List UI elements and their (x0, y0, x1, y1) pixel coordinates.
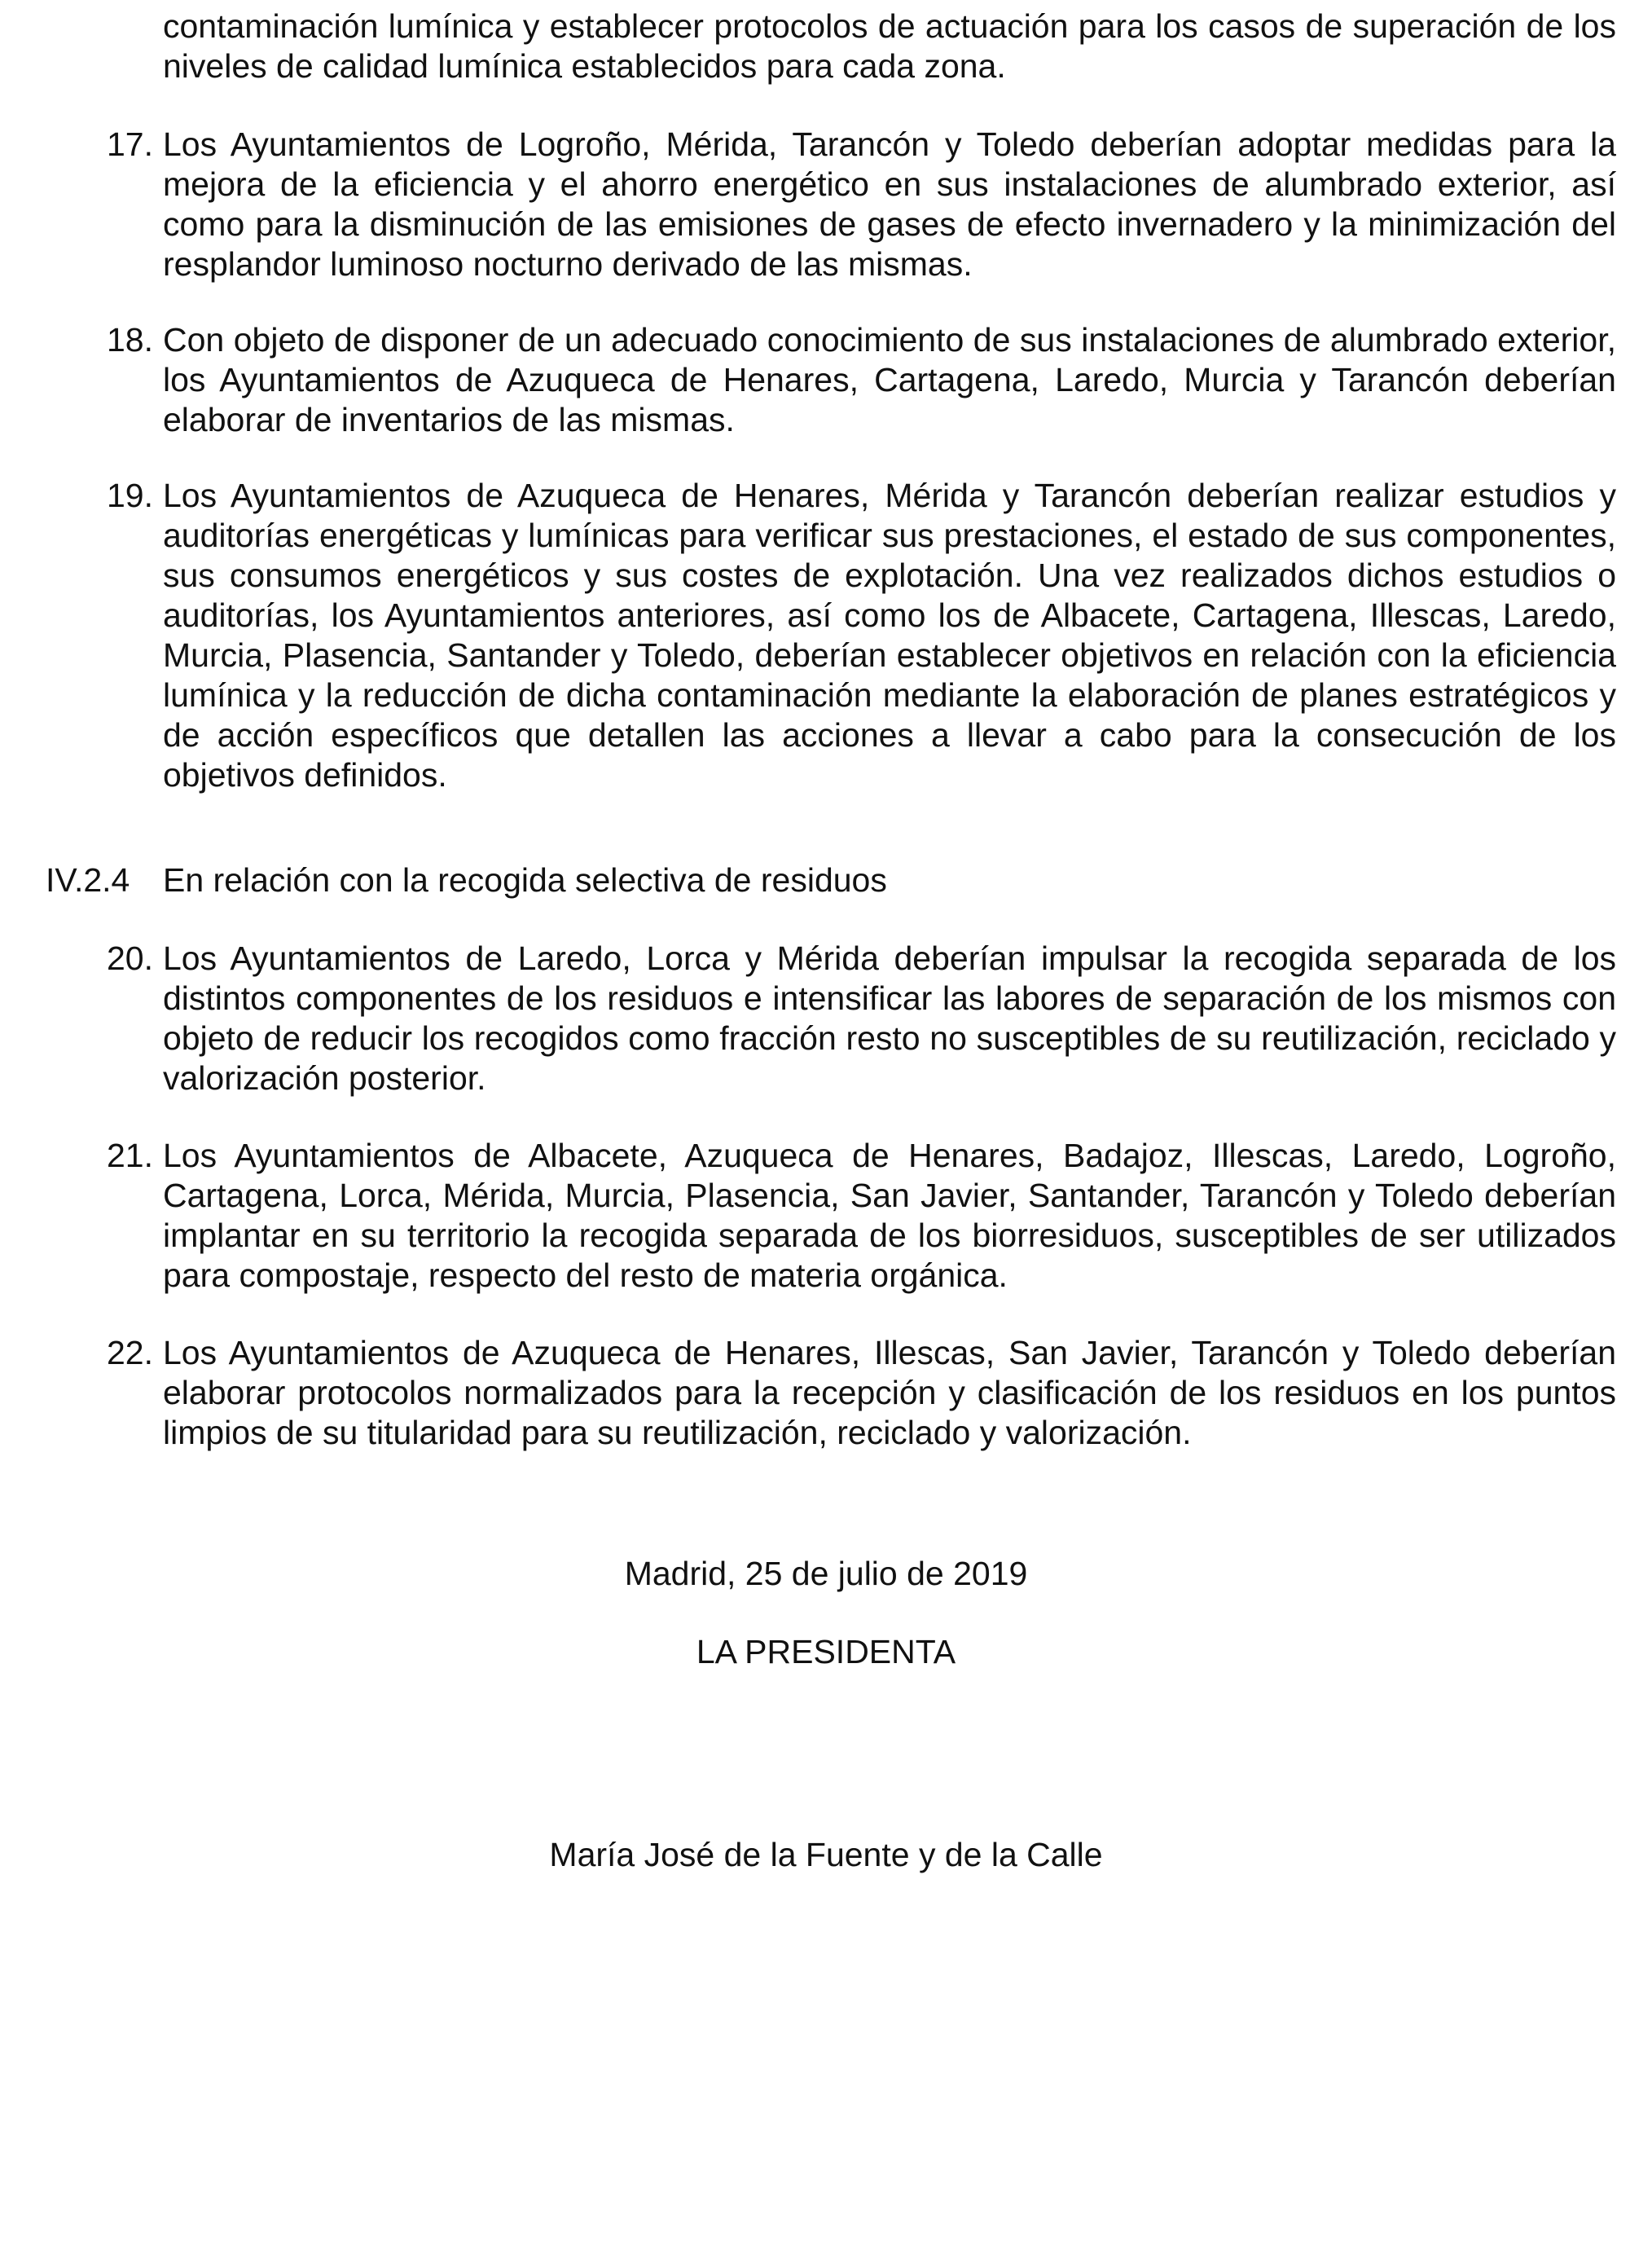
item-text: Los Ayuntamientos de Azuqueca de Henares, Illescas, San Javier, Tarancón y Toledo deberían elaborar protocolos normalizados para la recepción y clasificación de los residuos en los puntos limpios de su titularidad para su reutilización, reciclado y valorización. (163, 1334, 1616, 1451)
item-number: 17. (107, 125, 153, 163)
section-number: IV.2.4 (46, 861, 130, 899)
item-text: Los Ayuntamientos de Laredo, Lorca y Mérida deberían impulsar la recogida separada de los distintos componentes de los residuos e intensificar las labores de separación de los mismos con objeto de reducir los recogidos como fracción resto no susceptibles de su reutilización, reciclado y valorización posterior. (163, 940, 1616, 1097)
section-heading (46, 860, 1616, 900)
signatory-role: LA PRESIDENTA (696, 1633, 956, 1670)
item-text: Los Ayuntamientos de Azuqueca de Henares, Mérida y Tarancón deberían realizar estudios y auditorías energéticas y lumínicas para verificar sus prestaciones, el estado de sus componentes, sus consumos energéticos y sus costes de explotación. Una vez realizados dichos estudios o auditorías, los Ayuntamientos anteriores, así como los de Albacete, Cartagena, Illescas, Laredo, Murcia, Plasencia, Santander y Toledo, deberían establecer objetivos en relación con la eficiencia lumínica y la reducción de dicha contaminación mediante la elaboración de planes estratégicos y de acción específicos que detallen las acciones a llevar a cabo para la consecución de los objetivos definidos. (163, 477, 1616, 794)
item-number: 19. (107, 477, 153, 514)
place-date: Madrid, 25 de julio de 2019 (624, 1555, 1028, 1592)
signatory-name: María José de la Fuente y de la Calle (549, 1836, 1103, 1873)
item-text: Los Ayuntamientos de Logroño, Mérida, Tarancón y Toledo deberían adoptar medidas para la mejora de la eficiencia y el ahorro energético en sus instalaciones de alumbrado exterior, así como para la disminución de las emisiones de gases de efecto invernadero y la minimización del resplandor luminoso nocturno derivado de las mismas. (163, 125, 1616, 283)
item-number: 21. (107, 1137, 153, 1174)
item-text: Los Ayuntamientos de Albacete, Azuqueca de Henares, Badajoz, Illescas, Laredo, Logroño, Cartagena, Lorca, Mérida, Murcia, Plasencia, San Javier, Santander, Tarancón y Toledo deberían implantar en su territorio la recogida separada de los biorresiduos, susceptibles de ser utilizados para compostaje, respecto del resto de materia orgánica. (163, 1137, 1616, 1294)
item-number: 22. (107, 1334, 153, 1371)
item-text: Con objeto de disponer de un adecuado conocimiento de sus instalaciones de alumbrado exterior, los Ayuntamientos de Azuqueca de Henares, Cartagena, Laredo, Murcia y Tarancón deberían elaborar de inventarios de las mismas. (163, 321, 1616, 438)
item-number: 18. (107, 321, 153, 359)
section-title: En relación con la recogida selectiva de residuos (163, 861, 887, 899)
item-number: 20. (107, 940, 153, 977)
intro-continuation-paragraph: contaminación lumínica y establecer protocolos de actuación para los casos de superación de los niveles de calidad lumínica establecidos para cada zona. (163, 7, 1616, 85)
